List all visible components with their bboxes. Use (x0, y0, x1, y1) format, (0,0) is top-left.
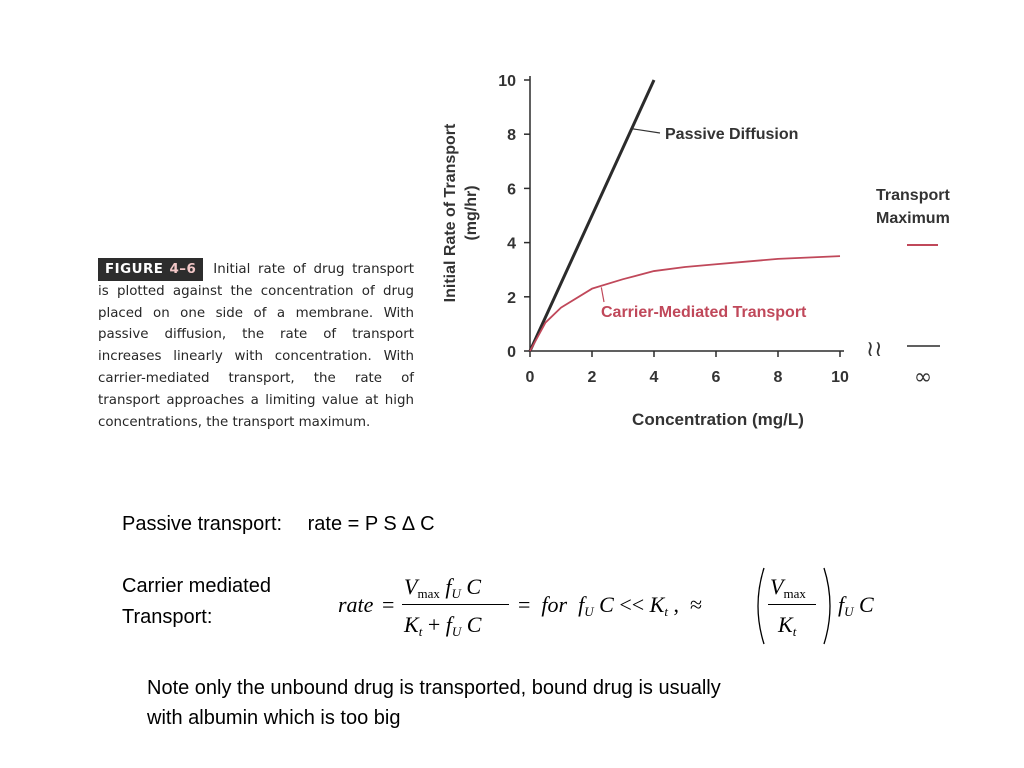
eq-equals: = (382, 592, 395, 617)
axis-break-symbol: ≀≀ (866, 337, 883, 362)
carrier-callout-leader (601, 287, 604, 302)
legend-title-line1: Transport (876, 187, 950, 204)
passive-transport-line (122, 513, 435, 536)
caption-text: Initial rate of drug transport is plotted against the concentration of drug placed on one side of a membrane. With passive diffusion, the rate of transport increases linearly with concentration. With carrier-mediated transport, the rate of transport approaches a limiting value at high concentrations, the transport maximum. (98, 262, 414, 430)
passive-callout-leader (632, 129, 660, 133)
x-tick-label: 8 (773, 369, 783, 386)
x-tick-label: 0 (525, 369, 535, 386)
x-tick-label: 10 (831, 369, 849, 386)
note-line2: with albumin which is too big (147, 707, 401, 729)
eq-frac2-denominator: $K_t$ (778, 612, 797, 639)
carrier-label-line2: Transport: (122, 606, 213, 628)
y-tick-label: 8 (507, 127, 516, 145)
y-tick-label: 0 (507, 344, 516, 361)
legend-title-line2: Maximum (876, 210, 950, 227)
eq-rate: rate (338, 592, 374, 617)
eq-frac2-bar (768, 604, 816, 605)
infinity-tick-label: ∞ (913, 365, 933, 390)
figure-badge: FIGURE 4–6 (98, 258, 203, 281)
passive-diffusion-label: Passive Diffusion (665, 126, 799, 143)
eq-frac1-denominator: $K_t + f_U$ C (404, 612, 482, 639)
y-tick-label: 10 (498, 73, 516, 90)
x-tick-label: 2 (587, 369, 597, 386)
x-tick-label: 6 (711, 369, 721, 386)
carrier-label-line1: Carrier mediated (122, 575, 271, 597)
eq-trailing-term: $f_U$ C (838, 592, 874, 619)
carrier-mediated-label: Carrier-Mediated Transport (601, 304, 807, 321)
y-tick-label: 6 (507, 181, 516, 199)
y-axis-unit-label: (mg/hr) (463, 185, 480, 241)
y-tick-label: 2 (507, 289, 516, 307)
note-line1: Note only the unbound drug is transported, bound drug is usually (147, 677, 721, 699)
eq-frac1-numerator: Vmax $f_U$ C (404, 574, 482, 601)
eq-frac1-bar (402, 604, 509, 605)
passive-transport-label: Passive transport: (122, 513, 283, 535)
x-tick-label: 4 (649, 369, 659, 386)
y-axis-label: Initial Rate of Transport (442, 123, 459, 303)
y-tick-label: 4 (507, 235, 516, 253)
passive-transport-formula: rate = P S ∆ C (307, 513, 435, 535)
x-axis-label: Concentration (mg/L) (632, 410, 804, 429)
eq-frac2-numerator: Vmax (770, 574, 806, 601)
eq-condition: = for $f_U$ $C << K_t$ , ≈ (518, 592, 703, 619)
chart-ticks (498, 73, 849, 386)
